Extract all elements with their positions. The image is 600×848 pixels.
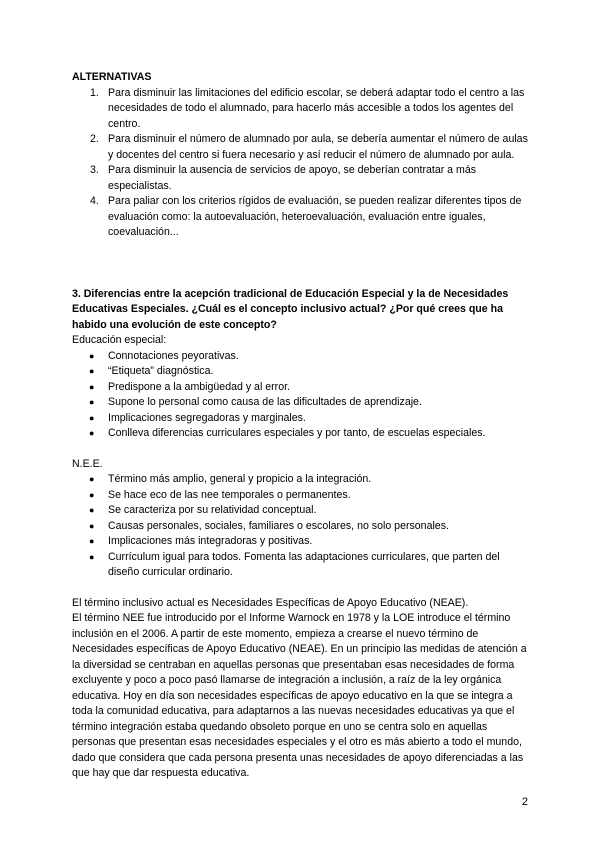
list-item: ● Currículum igual para todos. Fomenta las adaptaciones curriculares, que parten del diseño curricular ordinario. (108, 550, 532, 581)
list-item: Para disminuir el número de alumnado por aula, se debería aumentar el número de aulas y docentes del centro si fuera necesario y así reducir el número de alumnado por aula. (108, 133, 528, 161)
list-item: ● Implicaciones más integradoras y positivas. (108, 534, 532, 550)
paragraph-history: El término NEE fue introducido por el Informe Warnock en 1978 y la LOE introduce el término inclusión en el 2006. A partir de este momento, empieza a crearse el nuevo término de Necesidades específicas de Apoyo Educativo (NEAE). En un principio las medidas de atención a la diversidad se centraban en aquellas personas que presentaban esas necesidades de forma excluyente y poco a poco pasó llamarse de integración a inclusión, a raíz de la ley orgánica educativa. Hoy en día son necesidades específicas de apoyo educativo en la que se integra a toda la comunidad educativa, para adaptarnos a las nuevas necesidades educativas ya que el término integración estaba quedando obsoleto porque en uno se centra solo en aquellas personas que presentan esas necesidades especiales y el otro es más abierto a todo el mundo, dado que considera que cada persona presenta unas necesidades de apoyo diferenciadas a las que hay que dar respuesta educativa. (72, 612, 527, 779)
educacion-especial-list (72, 349, 532, 442)
list-item: ● Connotaciones peyorativas. (108, 349, 532, 365)
list-item: Para paliar con los criterios rígidos de evaluación, se pueden realizar diferentes tipos de evaluación como: la autoevaluación, heteroevaluación, evaluación entre iguales, coevaluación... (108, 195, 522, 238)
page-content (72, 70, 532, 782)
spacer (72, 581, 532, 596)
list-item: Para disminuir las limitaciones del edificio escolar, se deberá adaptar todo el centro a las necesidades de todo el alumnado, para hacerlo más accesible a todos los agentes del centro. (108, 86, 525, 130)
list-item: ● Conlleva diferencias curriculares especiales y por tanto, de escuelas especiales. (108, 426, 532, 442)
spacer (72, 241, 532, 287)
list-item: ● Supone lo personal como causa de las dificultades de aprendizaje. (108, 395, 532, 411)
list-item: ● Predispone a la ambigüedad y al error. (108, 380, 532, 396)
list-item: ● Causas personales, sociales, familiares o escolares, no solo personales. (108, 519, 532, 535)
nee-list (72, 472, 532, 581)
list-item: Para disminuir la ausencia de servicios de apoyo, se deberían contratar a más especialistas. (108, 164, 477, 192)
section-3-title: 3. Diferencias entre la acepción tradicional de Educación Especial y la de Necesidades Educativas Especiales. ¿Cuál es el concepto inclusivo actual? ¿Por qué crees que ha habido una evolución de este concepto? (72, 287, 509, 331)
paragraph-neae: El término inclusivo actual es Necesidades Específicas de Apoyo Educativo (NEAE). (72, 596, 469, 609)
page-number: 2 (521, 796, 528, 808)
list-item: ● Término más amplio, general y propicio a la integración. (108, 472, 532, 488)
list-item: ● Implicaciones segregadoras y marginales. (108, 411, 532, 427)
spacer (72, 442, 532, 457)
alternativas-list (72, 86, 532, 241)
educacion-especial-label: Educación especial: (72, 334, 167, 346)
list-item: ● Se hace eco de las nee temporales o permanentes. (108, 488, 532, 504)
alternativas-heading: ALTERNATIVAS (72, 71, 152, 83)
nee-label: N.E.E. (72, 457, 103, 470)
list-item: ● “Etiqueta” diagnóstica. (108, 364, 532, 380)
list-item: ● Se caracteriza por su relatividad conceptual. (108, 503, 532, 519)
